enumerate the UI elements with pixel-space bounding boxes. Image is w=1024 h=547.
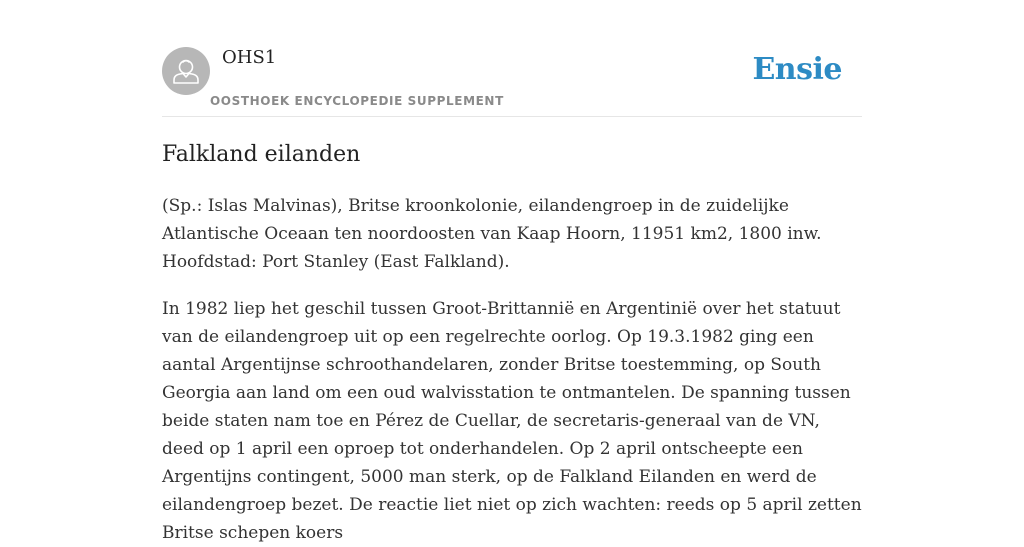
ensie-logo[interactable]: Ensie (752, 52, 842, 87)
article (162, 138, 867, 547)
source-label[interactable]: OOSTHOEK ENCYCLOPEDIE SUPPLEMENT (210, 94, 504, 108)
article-paragraph: In 1982 liep het geschil tussen Groot-Brittannië en Argentinië over het statuut van de eilandengroep uit op een regelrechte oorlog. Op 19.3.1982 ging een aantal Argentijnse schroothandelaren, zonder Britse toestemming, op South Georgia aan land om een oud walvisstation te ontmantelen. De spanning tussen beide staten nam toe en Pérez de Cuellar, de secretaris-generaal van de VN, deed op 1 april een oproep tot onderhandelen. Op 2 april ontscheepte een Argentijns contingent, 5000 man sterk, op de Falkland Eilanden en werd de eilandengroep bezet. De reactie liet niet op zich wachten: reeds op 5 april zetten Britse schepen koers (162, 299, 862, 543)
article-paragraph: (Sp.: Islas Malvinas), Britse kroonkolonie, eilandengroep in de zuidelijke Atlantische Oceaan ten noordoosten van Kaap Hoorn, 11951 km2, 1800 inw. Hoofdstad: Port Stanley (East Falkland). (162, 196, 822, 272)
author-name[interactable]: OHS1 (222, 47, 277, 68)
page-title: Falkland eilanden (162, 142, 361, 167)
author-avatar[interactable] (162, 47, 210, 95)
user-icon (162, 47, 210, 95)
entry-header (162, 0, 862, 117)
